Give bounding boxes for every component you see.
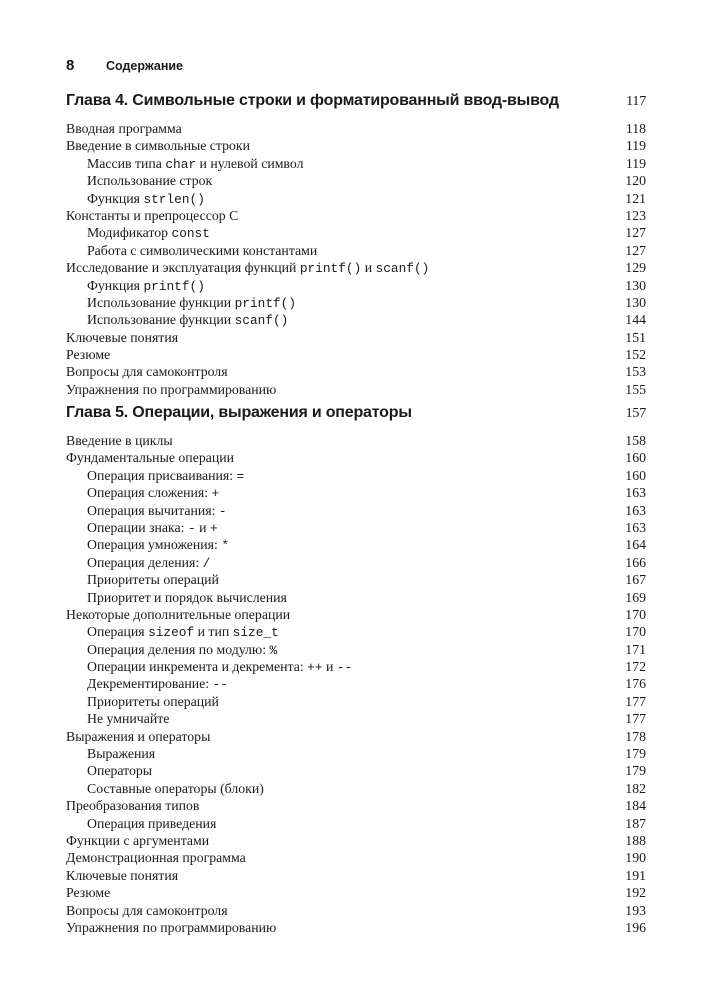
entry-page-number: 121 [625, 190, 646, 206]
entry-page-number: 169 [625, 589, 646, 605]
entry-title [66, 295, 296, 310]
entry-text: Операция умножения: [87, 537, 222, 553]
code-term: ++ [307, 660, 323, 676]
entry-text: Некоторые дополнительные операции [66, 606, 291, 622]
entry-page-number: 166 [625, 554, 646, 570]
entry-page-number: 190 [625, 850, 646, 866]
entry-text: Операция [87, 624, 149, 640]
entry-title [66, 729, 210, 744]
running-title: Содержание [106, 59, 184, 73]
toc-entry [66, 137, 646, 154]
entry-page-number: 184 [625, 798, 646, 814]
entry-title [66, 676, 228, 691]
entry-text: Составные операторы (блоки) [87, 780, 264, 796]
toc-subentry [66, 623, 646, 640]
code-term: printf() [143, 278, 205, 294]
entry-page-number: 152 [625, 347, 646, 363]
toc-subentry [66, 172, 646, 189]
entry-page-number: 177 [625, 693, 646, 709]
entry-text: Введение в циклы [66, 433, 173, 448]
code-term: % [269, 642, 278, 658]
chapter-page-number: 117 [626, 94, 646, 109]
code-term: char [165, 156, 197, 172]
entry-title [66, 520, 218, 535]
entry-text: Операции инкремента и декремента: [87, 659, 308, 675]
entry-page-number: 182 [625, 780, 646, 796]
chapter-page-number: 157 [625, 406, 646, 421]
toc-subentry [66, 762, 646, 779]
entry-text: Модификатор [87, 225, 172, 241]
toc-subentry [66, 658, 646, 675]
code-term: / [202, 555, 211, 571]
toc-entry [66, 329, 646, 346]
toc-entry [66, 919, 646, 936]
entry-title [66, 850, 246, 865]
entry-title [66, 312, 288, 327]
entry-title [66, 138, 250, 153]
entry-page-number: 129 [625, 260, 646, 276]
entry-title [66, 885, 110, 900]
toc-subentry [66, 554, 646, 571]
entry-page-number: 118 [625, 121, 646, 136]
toc-subentry [66, 190, 646, 207]
code-term: printf() [299, 261, 362, 277]
entry-text: Операция вычитания: [87, 502, 219, 518]
entry-page-number: 177 [625, 711, 646, 727]
entry-text: и нулевой символ [196, 155, 304, 171]
code-term: -- [212, 677, 228, 693]
code-term: printf() [234, 295, 297, 311]
toc-subentry [66, 155, 646, 172]
entry-page-number: 153 [625, 364, 646, 380]
entry-text: Ключевые понятия [66, 867, 179, 883]
entry-text: Преобразования типов [66, 798, 200, 814]
toc-entry [66, 259, 646, 276]
entry-text: Операция приведения [87, 815, 217, 831]
chapter-5-section [66, 402, 646, 936]
entry-title [66, 624, 279, 639]
code-term: * [221, 538, 229, 554]
chapter-heading [66, 90, 646, 116]
entry-title [66, 208, 238, 223]
entry-page-number: 119 [625, 155, 646, 171]
entry-text: Вводная программа [66, 121, 182, 136]
entry-title [66, 746, 155, 761]
entry-title [66, 659, 352, 674]
entry-text: Декрементирование: [87, 676, 213, 692]
toc-subentry [66, 780, 646, 797]
entry-title [66, 364, 228, 379]
entry-title [66, 243, 317, 258]
entry-text: Функция [87, 277, 144, 293]
entry-text: Резюме [66, 347, 111, 363]
entry-text: Фундаментальные операции [66, 450, 234, 466]
entry-text: Приоритеты операций [87, 572, 219, 588]
entry-page-number: 171 [625, 641, 646, 657]
toc-subentry [66, 641, 646, 658]
entry-page-number: 158 [625, 433, 646, 448]
toc-entry [66, 449, 646, 466]
entry-text: и [361, 260, 376, 276]
entry-text: Резюме [66, 885, 111, 901]
toc-entry [66, 346, 646, 363]
entry-page-number: 187 [625, 815, 646, 831]
toc-subentry [66, 502, 646, 519]
entry-title [66, 711, 169, 726]
entry-text: Вопросы для самоконтроля [66, 902, 228, 918]
chapter-heading [66, 402, 646, 428]
entry-text: Упражнения по программированию [66, 919, 277, 935]
toc-entry [66, 867, 646, 884]
entry-page-number: 179 [625, 763, 646, 779]
entry-page-number: 160 [625, 450, 646, 466]
entry-text: Приоритеты операций [87, 693, 219, 709]
toc-entry [66, 832, 646, 849]
entry-page-number: 151 [625, 329, 646, 345]
entry-page-number: 163 [625, 485, 646, 501]
entry-text: Использование функции [87, 312, 235, 328]
toc-subentry [66, 224, 646, 241]
entry-title [66, 572, 219, 587]
entry-title [66, 642, 277, 657]
entry-text: Операции знака: [87, 519, 188, 535]
entry-text: Упражнения по программированию [66, 381, 277, 397]
entry-page-number: 130 [625, 277, 646, 293]
toc-subentry [66, 311, 646, 328]
entry-title [66, 485, 219, 500]
entry-title [66, 694, 219, 709]
chapter-title: Глава 4. Символьные строки и форматированный ввод-вывод [66, 92, 559, 109]
entry-page-number: 163 [625, 502, 646, 518]
entry-text: и тип [194, 624, 233, 640]
entry-text: Ключевые понятия [66, 329, 179, 345]
toc-subentry [66, 467, 646, 484]
toc-subentry [66, 693, 646, 710]
entry-title [66, 450, 234, 465]
entry-text: Работа с символическими константами [87, 242, 318, 258]
entry-title [66, 433, 173, 448]
entry-text: Не умничайте [87, 711, 170, 727]
entry-text: Операторы [87, 763, 153, 779]
entry-title [66, 537, 229, 552]
code-term: + [209, 520, 218, 536]
code-term: scanf() [375, 261, 430, 277]
entry-text: Константы и препроцессор C [66, 207, 239, 223]
entry-title [66, 607, 290, 622]
toc-subentry [66, 815, 646, 832]
entry-page-number: 179 [625, 746, 646, 762]
entry-title [66, 503, 227, 518]
entry-text: Операция присваивания: [87, 467, 237, 483]
toc-entry [66, 363, 646, 380]
entry-text: и [195, 519, 210, 535]
toc-subentry [66, 571, 646, 588]
entry-title [66, 903, 228, 918]
toc-entry [66, 849, 646, 866]
code-term: - [218, 503, 227, 519]
entry-text: Функции с аргументами [66, 832, 210, 848]
entry-text: Выражения [87, 746, 156, 762]
entry-page-number: 192 [625, 885, 646, 901]
entry-page-number: 123 [625, 207, 646, 223]
entry-title [66, 156, 303, 171]
entry-page-number: 164 [625, 537, 646, 553]
entry-title [66, 278, 205, 293]
toc-entry [66, 902, 646, 919]
entry-page-number: 193 [625, 902, 646, 918]
entry-text: и [322, 659, 337, 675]
toc-subentry [66, 277, 646, 294]
toc-subentry [66, 710, 646, 727]
code-term: = [236, 468, 245, 484]
toc-subentry [66, 294, 646, 311]
entry-text: Приоритет и порядок вычисления [87, 589, 287, 605]
code-term: strlen() [143, 191, 205, 207]
entry-text: Введение в символьные строки [66, 138, 251, 154]
code-term: + [211, 486, 220, 502]
toc-entry [66, 728, 646, 745]
entry-page-number: 170 [625, 606, 646, 622]
entry-text: Массив типа [87, 155, 166, 171]
entry-page-number: 196 [625, 919, 646, 935]
toc-subentry [66, 589, 646, 606]
entry-text: Функция [87, 190, 144, 206]
entry-page-number: 170 [625, 624, 646, 640]
entry-title [66, 816, 216, 831]
code-term: sizeof [148, 625, 195, 641]
entry-title [66, 555, 210, 570]
code-term: - [187, 520, 196, 536]
entry-page-number: 127 [625, 242, 646, 258]
entry-page-number: 172 [625, 659, 646, 675]
entry-title [66, 330, 178, 345]
entry-title [66, 347, 110, 362]
code-term: -- [336, 660, 353, 676]
entry-page-number: 130 [625, 294, 646, 310]
entry-title [66, 468, 244, 483]
entry-text: Операция деления: [87, 554, 203, 570]
page-number: 8 [66, 57, 75, 74]
toc-subentry [66, 519, 646, 536]
entry-title [66, 763, 152, 778]
entry-page-number: 178 [625, 728, 646, 744]
entry-text: Использование функции [87, 294, 235, 310]
entry-text: Выражения и операторы [66, 728, 211, 744]
page-header [66, 57, 646, 77]
entry-page-number: 144 [625, 312, 646, 328]
entry-title [66, 833, 209, 848]
entry-page-number: 119 [625, 138, 646, 154]
toc-subentry [66, 242, 646, 259]
entry-title [66, 868, 178, 883]
chapter-title: Глава 5. Операции, выражения и операторы [66, 404, 412, 421]
entry-title [66, 173, 212, 188]
entry-title [66, 382, 276, 397]
toc-subentry [66, 675, 646, 692]
toc-subentry [66, 536, 646, 553]
entry-title [66, 260, 429, 275]
entry-title [66, 920, 276, 935]
toc-entry [66, 207, 646, 224]
entry-title [66, 590, 287, 605]
entry-page-number: 191 [625, 867, 646, 883]
code-term: const [171, 226, 210, 242]
entry-text: Операция деления по модулю: [87, 641, 270, 657]
toc-subentry [66, 484, 646, 501]
entry-page-number: 160 [625, 467, 646, 483]
entry-title [66, 781, 264, 796]
code-term: scanf() [234, 313, 289, 329]
entry-text: Использование строк [87, 173, 213, 189]
entry-page-number: 155 [625, 381, 646, 397]
entry-title [66, 121, 182, 136]
toc-entry [66, 606, 646, 623]
entry-text: Демонстрационная программа [66, 850, 246, 866]
toc-subentry [66, 745, 646, 762]
entry-text: Операция сложения: [87, 485, 212, 501]
chapter-4-section [66, 90, 646, 398]
entry-page-number: 188 [625, 832, 646, 848]
entry-page-number: 163 [625, 519, 646, 535]
entry-title [66, 225, 210, 240]
code-term: size_t [232, 625, 279, 641]
entry-text: Исследование и эксплуатация функций [66, 260, 300, 276]
entry-page-number: 127 [625, 225, 646, 241]
toc-entry [66, 120, 646, 137]
entry-title [66, 191, 205, 206]
entry-text: Вопросы для самоконтроля [66, 364, 228, 380]
toc-entry [66, 381, 646, 398]
toc-entry-list [66, 120, 646, 398]
entry-page-number: 120 [625, 173, 646, 189]
toc-entry [66, 432, 646, 449]
entry-page-number: 167 [625, 572, 646, 588]
toc-entry-list [66, 432, 646, 936]
toc-entry [66, 884, 646, 901]
entry-title [66, 798, 199, 813]
toc-entry [66, 797, 646, 814]
entry-page-number: 176 [625, 676, 646, 692]
